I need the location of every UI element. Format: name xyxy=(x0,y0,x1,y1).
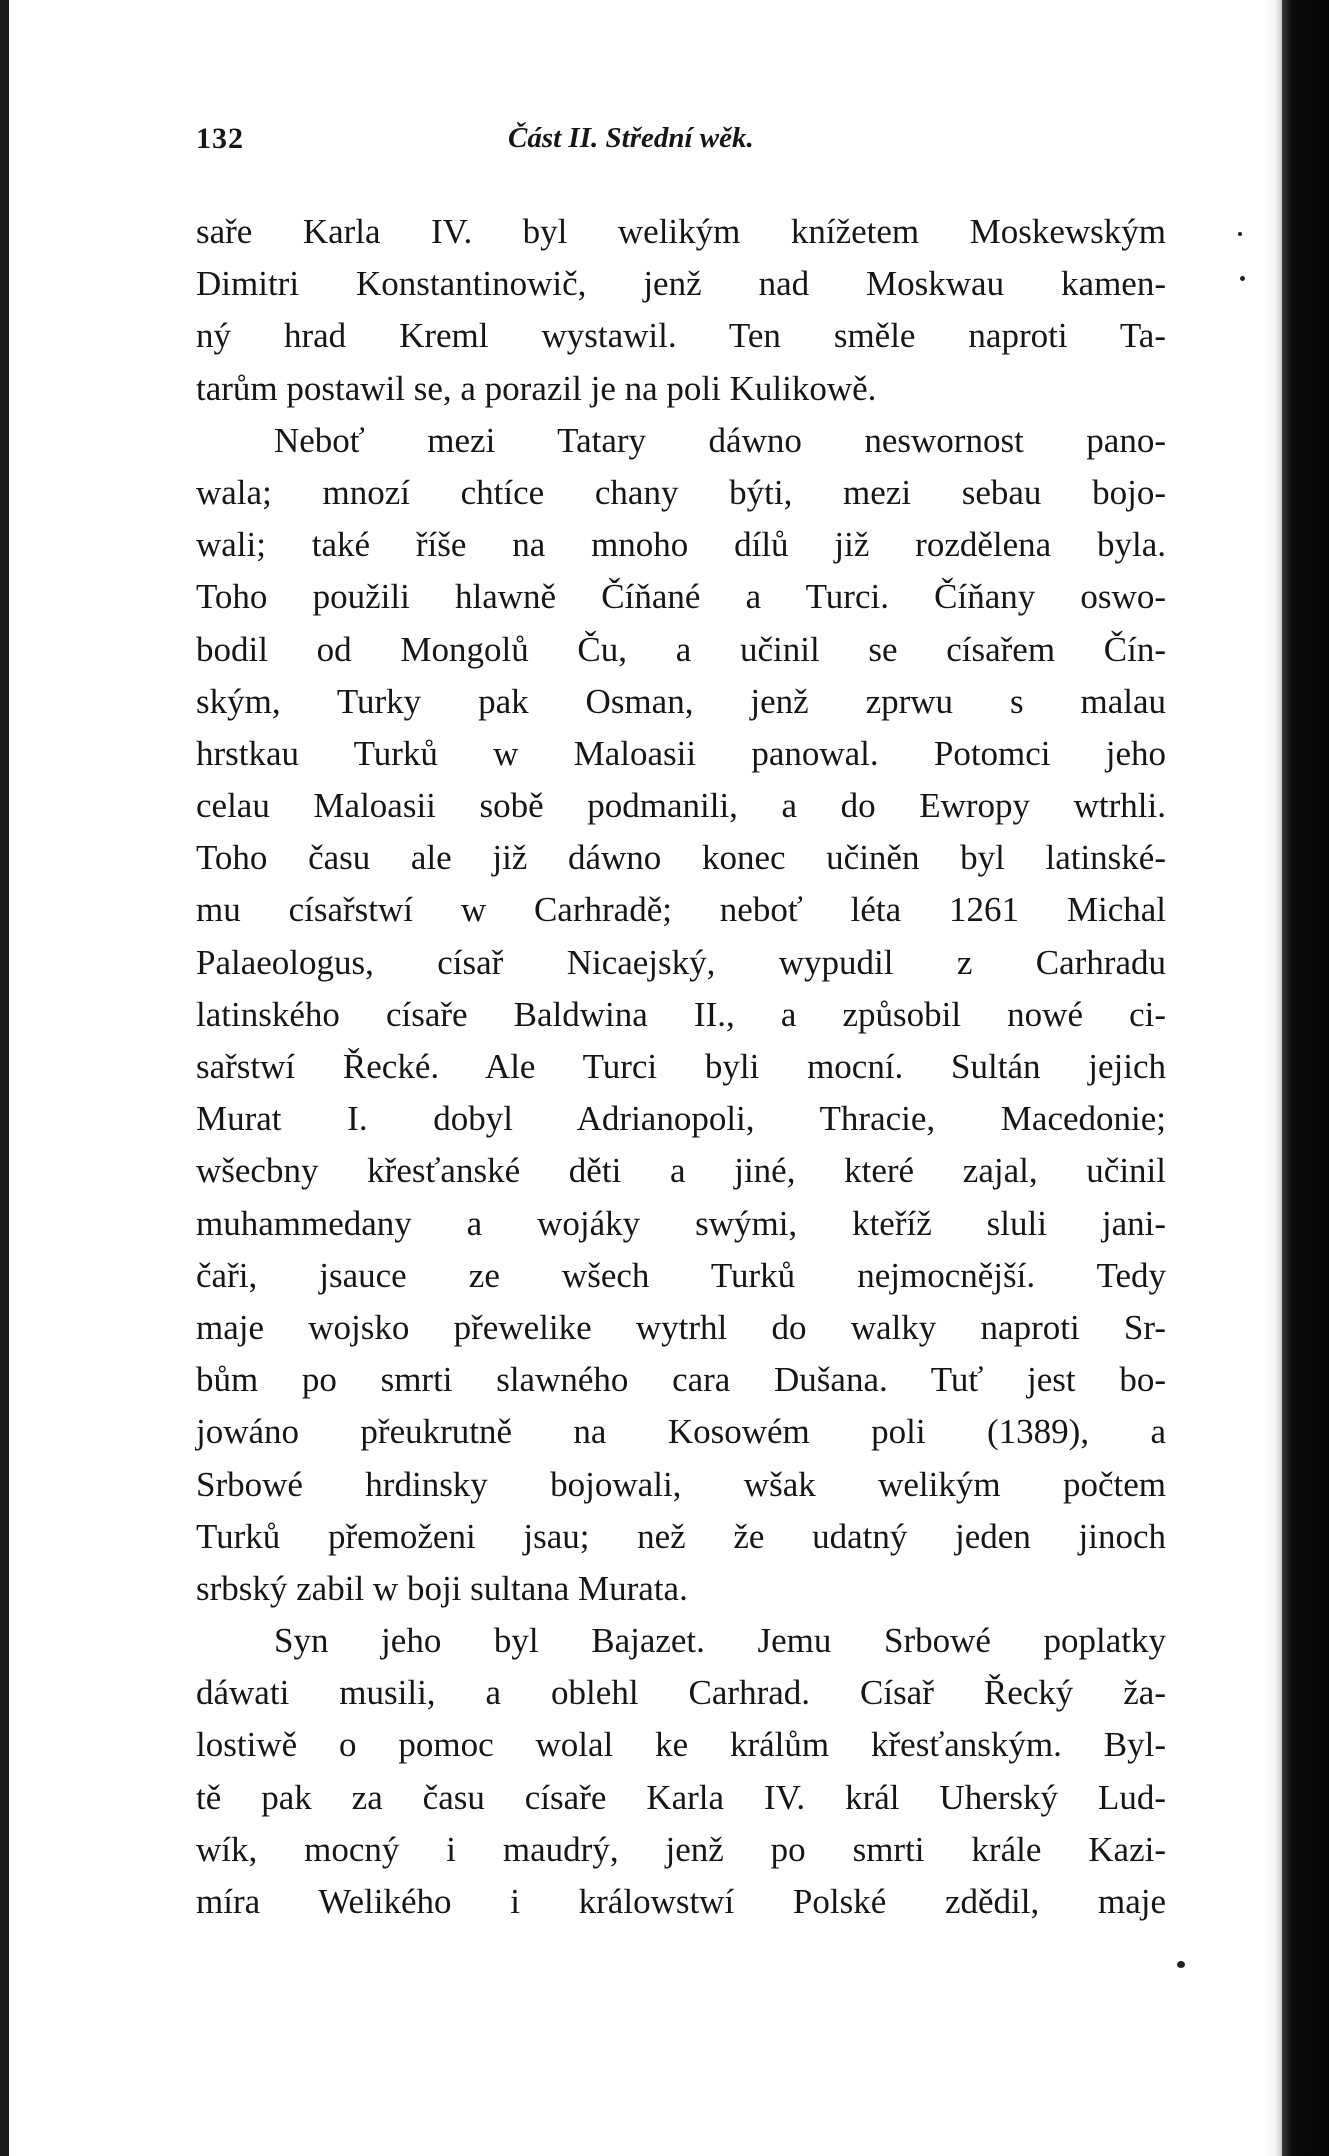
text-line: dáwati musili, a oblehl Carhrad. Císař Řecký ža- xyxy=(196,1673,1166,1713)
text-line: bům po smrti slawného cara Dušana. Tuť jest bo- xyxy=(196,1360,1166,1400)
text-line: mu císařstwí w Carhradě; neboť léta 1261 Michal xyxy=(196,890,1166,930)
text-line: maje wojsko přewelike wytrhl do walky naproti Sr- xyxy=(196,1307,1166,1347)
text-line: Turků přemoženi jsau; než že udatný jeden jinoch xyxy=(196,1516,1166,1556)
text-line: ný hrad Kreml wystawil. Ten směle naproti Ta- xyxy=(196,316,1166,356)
text-line: wšecbny křesťanské děti a jiné, které zajal, učinil xyxy=(196,1151,1166,1191)
page-header xyxy=(196,122,1166,162)
text-line: Toho použili hlawně Číňané a Turci. Číňany oswo- xyxy=(196,577,1166,617)
scan-left-edge xyxy=(0,0,9,2156)
scan-speck xyxy=(1177,1961,1185,1968)
text-line: Palaeologus, císař Nicaejský, wypudil z Carhradu xyxy=(196,942,1166,982)
scan-right-edge xyxy=(1282,0,1329,2156)
scan-right-gutter xyxy=(1264,0,1282,2156)
scan-speck xyxy=(1240,276,1245,281)
running-title: Část II. Střední wěk. xyxy=(508,122,754,154)
text-line: latinského císaře Baldwina II., a způsobil nowé ci- xyxy=(196,994,1166,1034)
text-line: wík, mocný i maudrý, jenž po smrti krále Kazi- xyxy=(196,1829,1166,1869)
text-line: Toho času ale již dáwno konec učiněn byl latinské- xyxy=(196,838,1166,878)
text-line: hrstkau Turků w Maloasii panowal. Potomci jeho xyxy=(196,733,1166,773)
text-line: lostiwě o pomoc wolal ke králům křesťanským. Byl- xyxy=(196,1725,1166,1765)
text-line: míra Welikého i králowstwí Polské zdědil, maje xyxy=(196,1882,1166,1921)
text-line: tarům postawil se, a porazil je na poli Kulikowě. xyxy=(196,368,877,408)
text-line: čaři, jsauce ze wšech Turků nejmocnější. Tedy xyxy=(196,1255,1166,1295)
text-line: wala; mnozí chtíce chany býti, mezi sebau bojo- xyxy=(196,472,1166,512)
body-text xyxy=(196,206,1166,1928)
text-line: wali; také říše na mnoho dílů již rozdělena byla. xyxy=(196,525,1166,565)
text-line: muhammedany a wojáky swými, kteříž sluli jani- xyxy=(196,1203,1166,1243)
text-line: ským, Turky pak Osman, jenž zprwu s malau xyxy=(196,681,1166,721)
page-number: 132 xyxy=(196,122,244,155)
text-line: tě pak za času císaře Karla IV. král Uherský Lud- xyxy=(196,1777,1166,1817)
text-line: Srbowé hrdinsky bojowali, wšak welikým počtem xyxy=(196,1464,1166,1504)
text-line: sařstwí Řecké. Ale Turci byli mocní. Sultán jejich xyxy=(196,1047,1166,1086)
text-line: Dimitri Konstantinowič, jenž nad Moskwau kamen- xyxy=(196,264,1166,304)
scan-speck xyxy=(1238,232,1242,236)
text-line: saře Karla IV. byl welikým knížetem Moskewským xyxy=(196,212,1166,251)
text-line: srbský zabil w boji sultana Murata. xyxy=(196,1568,688,1608)
text-line: Murat I. dobyl Adrianopoli, Thracie, Macedonie; xyxy=(196,1099,1166,1139)
text-line: bodil od Mongolů Ču, a učinil se císařem Čín- xyxy=(196,629,1166,669)
text-line: celau Maloasii sobě podmanili, a do Ewropy wtrhli. xyxy=(196,786,1166,826)
text-line: jowáno přeukrutně na Kosowém poli (1389), a xyxy=(196,1412,1166,1452)
text-line: Syn jeho byl Bajazet. Jemu Srbowé poplatky xyxy=(274,1621,1166,1661)
text-line: Neboť mezi Tatary dáwno neswornost pano- xyxy=(274,420,1166,460)
